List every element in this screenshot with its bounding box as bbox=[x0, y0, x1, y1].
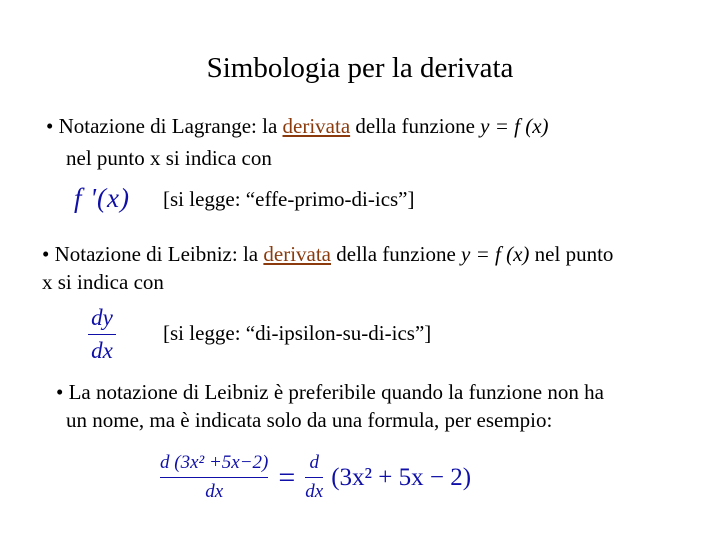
lhs-fraction bbox=[160, 452, 268, 503]
bullet: • bbox=[46, 114, 54, 138]
leibniz-line-2: x si indica con bbox=[42, 270, 164, 294]
page-title: Simbologia per la derivata bbox=[206, 52, 514, 84]
lagrange-text: Notazione di Lagrange: la bbox=[58, 114, 283, 138]
lagrange-text-after: della funzione bbox=[350, 114, 481, 138]
derivata-link[interactable]: derivata bbox=[263, 242, 331, 266]
equals-sign: = bbox=[278, 460, 296, 494]
fraction-bar bbox=[305, 477, 323, 478]
leibniz-tail: nel punto bbox=[529, 242, 614, 266]
lhs-numerator: d (3x² +5x−2) bbox=[160, 452, 269, 473]
leibniz-line-1 bbox=[42, 242, 613, 267]
lhs-denominator: dx bbox=[205, 481, 224, 502]
rhs-fraction bbox=[305, 452, 323, 503]
note-line-1 bbox=[56, 380, 604, 405]
rhs-expression: (3x² + 5x − 2) bbox=[331, 463, 472, 491]
function-notation: y = f (x) bbox=[461, 242, 530, 266]
lagrange-formula: f '(x) bbox=[74, 183, 130, 213]
fraction-bar bbox=[160, 477, 268, 478]
leibniz-reading: [si legge: “di-ipsilon-su-di-ics”] bbox=[163, 321, 432, 345]
leibniz-formula bbox=[88, 305, 116, 364]
formula-denominator: dx bbox=[91, 338, 113, 363]
function-notation: y = f (x) bbox=[480, 114, 549, 138]
leibniz-text: Notazione di Leibniz: la bbox=[54, 242, 264, 266]
fraction-bar bbox=[88, 334, 116, 335]
note-line-2: un nome, ma è indicata solo da una formula, per esempio: bbox=[66, 408, 553, 432]
note-text-1: La notazione di Leibniz è preferibile quando la funzione non ha bbox=[68, 380, 604, 404]
lagrange-reading: [si legge: “effe-primo-di-ics”] bbox=[163, 187, 415, 211]
formula-numerator: dy bbox=[91, 305, 113, 330]
rhs-numerator: d bbox=[309, 452, 319, 473]
rhs-denominator: dx bbox=[305, 481, 324, 502]
derivata-link[interactable]: derivata bbox=[282, 114, 351, 138]
lagrange-line-2: nel punto x si indica con bbox=[66, 146, 272, 170]
leibniz-text-after: della funzione bbox=[331, 242, 462, 266]
bullet: • bbox=[56, 380, 64, 404]
lagrange-line-1 bbox=[46, 114, 549, 139]
example-formula bbox=[160, 452, 471, 503]
bullet: • bbox=[42, 242, 50, 266]
